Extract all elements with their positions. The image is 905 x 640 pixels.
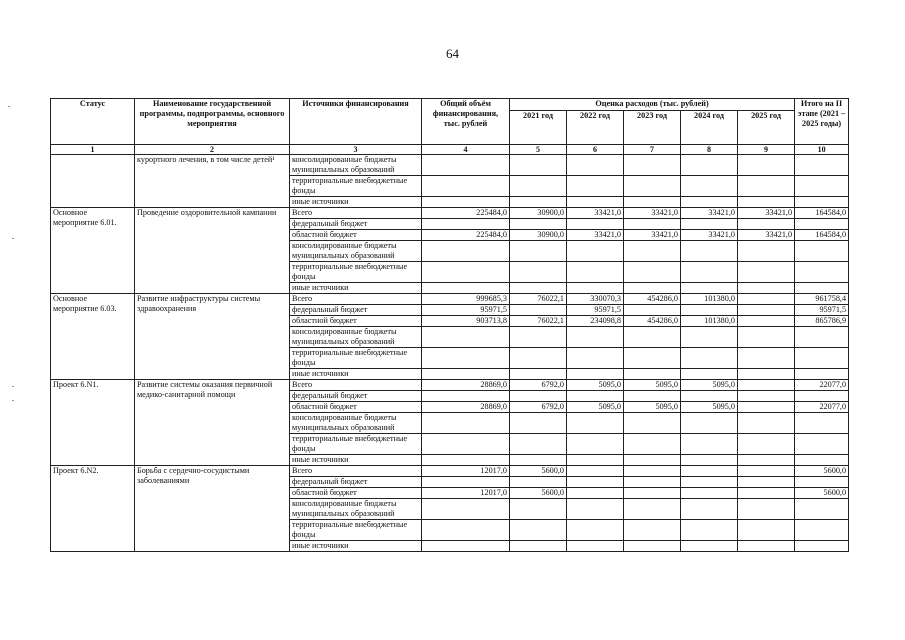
source-cell: иные источники (290, 283, 422, 294)
col-number: 7 (624, 145, 681, 155)
value-cell (738, 294, 795, 305)
col-number: 1 (51, 145, 135, 155)
col-number: 9 (738, 145, 795, 155)
source-cell: областной бюджет (290, 230, 422, 241)
value-cell: 12017,0 (422, 466, 510, 477)
value-cell (422, 477, 510, 488)
value-cell: 101380,0 (681, 316, 738, 327)
value-cell: 225484,0 (422, 230, 510, 241)
header-year: 2022 год (567, 111, 624, 145)
source-cell: консолидированные бюджеты муниципальных образований (290, 413, 422, 434)
value-cell (738, 466, 795, 477)
value-cell (567, 488, 624, 499)
value-cell: 76022,1 (510, 294, 567, 305)
value-cell (624, 391, 681, 402)
header-estimate: Оценка расходов (тыс. рублей) (510, 99, 795, 111)
value-cell: 33421,0 (738, 230, 795, 241)
value-cell: 5095,0 (681, 380, 738, 391)
value-cell: 28869,0 (422, 380, 510, 391)
name-cell: Борьба с сердечно-сосудистыми заболеваниями (135, 466, 290, 552)
value-cell (795, 219, 849, 230)
value-cell (681, 219, 738, 230)
header-year: 2023 год (624, 111, 681, 145)
header-year: 2021 год (510, 111, 567, 145)
status-cell (51, 155, 135, 208)
value-cell: 454286,0 (624, 294, 681, 305)
source-cell: территориальные внебюджетные фонды (290, 262, 422, 283)
source-cell: областной бюджет (290, 402, 422, 413)
value-cell (422, 219, 510, 230)
value-cell (738, 380, 795, 391)
col-number: 2 (135, 145, 290, 155)
source-cell: консолидированные бюджеты муниципальных образований (290, 499, 422, 520)
value-cell: 33421,0 (567, 208, 624, 219)
value-cell: 961758,4 (795, 294, 849, 305)
source-cell: областной бюджет (290, 316, 422, 327)
header-name: Наименование государственной программы, подпрограммы, основного мероприятия (135, 99, 290, 145)
value-cell (567, 391, 624, 402)
header-year: 2024 год (681, 111, 738, 145)
source-cell: Всего (290, 208, 422, 219)
value-cell (567, 477, 624, 488)
table-row (51, 208, 849, 219)
value-cell: 5600,0 (795, 488, 849, 499)
col-number: 4 (422, 145, 510, 155)
value-cell: 865786,9 (795, 316, 849, 327)
value-cell: 999685,3 (422, 294, 510, 305)
budget-table (50, 98, 849, 552)
source-cell: иные источники (290, 541, 422, 552)
scan-mark (12, 238, 14, 239)
value-cell (422, 391, 510, 402)
value-cell: 95971,5 (567, 305, 624, 316)
header-itogo: Итого на II этапе (2021 – 2025 годы) (795, 99, 849, 145)
name-cell: Развитие инфраструктуры системы здравоохранения (135, 294, 290, 380)
value-cell: 33421,0 (681, 208, 738, 219)
value-cell: 30900,0 (510, 230, 567, 241)
value-cell: 6792,0 (510, 402, 567, 413)
value-cell (795, 477, 849, 488)
value-cell (681, 391, 738, 402)
value-cell (681, 305, 738, 316)
value-cell: 12017,0 (422, 488, 510, 499)
value-cell: 33421,0 (624, 208, 681, 219)
col-number: 3 (290, 145, 422, 155)
col-number: 10 (795, 145, 849, 155)
value-cell (567, 219, 624, 230)
table-row (51, 466, 849, 477)
value-cell: 95971,5 (422, 305, 510, 316)
value-cell: 5095,0 (624, 402, 681, 413)
scan-mark (12, 386, 14, 387)
value-cell: 5600,0 (510, 488, 567, 499)
value-cell: 5095,0 (567, 402, 624, 413)
value-cell: 5095,0 (681, 402, 738, 413)
scan-mark (12, 400, 14, 401)
value-cell (738, 391, 795, 402)
value-cell (795, 391, 849, 402)
source-cell: Всего (290, 380, 422, 391)
value-cell: 164584,0 (795, 230, 849, 241)
table-row (51, 155, 849, 176)
value-cell: 76022,1 (510, 316, 567, 327)
value-cell (624, 488, 681, 499)
source-cell: территориальные внебюджетные фонды (290, 434, 422, 455)
value-cell (738, 477, 795, 488)
value-cell: 22077,0 (795, 380, 849, 391)
name-cell: Проведение оздоровительной кампании (135, 208, 290, 294)
value-cell (624, 477, 681, 488)
status-cell: Проект 6.N1. (51, 380, 135, 466)
value-cell (624, 305, 681, 316)
value-cell (738, 305, 795, 316)
value-cell (738, 488, 795, 499)
value-cell: 5600,0 (510, 466, 567, 477)
source-cell: федеральный бюджет (290, 477, 422, 488)
value-cell (738, 402, 795, 413)
value-cell (681, 466, 738, 477)
source-cell: консолидированные бюджеты муниципальных образований (290, 155, 422, 176)
value-cell (510, 477, 567, 488)
value-cell: 30900,0 (510, 208, 567, 219)
value-cell: 164584,0 (795, 208, 849, 219)
value-cell: 225484,0 (422, 208, 510, 219)
source-cell: иные источники (290, 369, 422, 380)
value-cell: 95971,5 (795, 305, 849, 316)
page-number: 64 (446, 46, 459, 61)
name-cell: курортного лечения, в том числе детей¹ (135, 155, 290, 208)
source-cell: Всего (290, 294, 422, 305)
source-cell: консолидированные бюджеты муниципальных образований (290, 327, 422, 348)
value-cell (624, 466, 681, 477)
value-cell: 234098,8 (567, 316, 624, 327)
source-cell: федеральный бюджет (290, 305, 422, 316)
source-cell: иные источники (290, 197, 422, 208)
header-sources: Источники финансирования (290, 99, 422, 145)
value-cell (567, 466, 624, 477)
source-cell: областной бюджет (290, 488, 422, 499)
value-cell (510, 305, 567, 316)
value-cell: 6792,0 (510, 380, 567, 391)
table-row (51, 294, 849, 305)
value-cell (510, 391, 567, 402)
value-cell (738, 219, 795, 230)
source-cell: консолидированные бюджеты муниципальных образований (290, 241, 422, 262)
value-cell (510, 219, 567, 230)
source-cell: федеральный бюджет (290, 391, 422, 402)
value-cell: 33421,0 (681, 230, 738, 241)
value-cell: 5095,0 (567, 380, 624, 391)
name-cell: Развитие системы оказания первичной медико-санитарной помощи (135, 380, 290, 466)
value-cell: 330070,3 (567, 294, 624, 305)
value-cell (681, 488, 738, 499)
table-row (51, 380, 849, 391)
value-cell (624, 219, 681, 230)
col-number: 6 (567, 145, 624, 155)
col-number: 8 (681, 145, 738, 155)
value-cell: 5095,0 (624, 380, 681, 391)
value-cell: 28869,0 (422, 402, 510, 413)
col-number: 5 (510, 145, 567, 155)
header-status: Статус (51, 99, 135, 145)
value-cell: 454286,0 (624, 316, 681, 327)
status-cell: Основное мероприятие 6.01. (51, 208, 135, 294)
header-year: 2025 год (738, 111, 795, 145)
value-cell: 903713,8 (422, 316, 510, 327)
value-cell (738, 316, 795, 327)
header-total-volume: Общий объём финансирования, тыс. рублей (422, 99, 510, 145)
status-cell: Основное мероприятие 6.03. (51, 294, 135, 380)
value-cell (681, 477, 738, 488)
source-cell: федеральный бюджет (290, 219, 422, 230)
source-cell: иные источники (290, 455, 422, 466)
value-cell: 101380,0 (681, 294, 738, 305)
value-cell: 5600,0 (795, 466, 849, 477)
scan-mark (8, 106, 10, 107)
value-cell: 22077,0 (795, 402, 849, 413)
value-cell: 33421,0 (738, 208, 795, 219)
source-cell: Всего (290, 466, 422, 477)
value-cell: 33421,0 (624, 230, 681, 241)
source-cell: территориальные внебюджетные фонды (290, 520, 422, 541)
value-cell: 33421,0 (567, 230, 624, 241)
status-cell: Проект 6.N2. (51, 466, 135, 552)
source-cell: территориальные внебюджетные фонды (290, 348, 422, 369)
source-cell: территориальные внебюджетные фонды (290, 176, 422, 197)
